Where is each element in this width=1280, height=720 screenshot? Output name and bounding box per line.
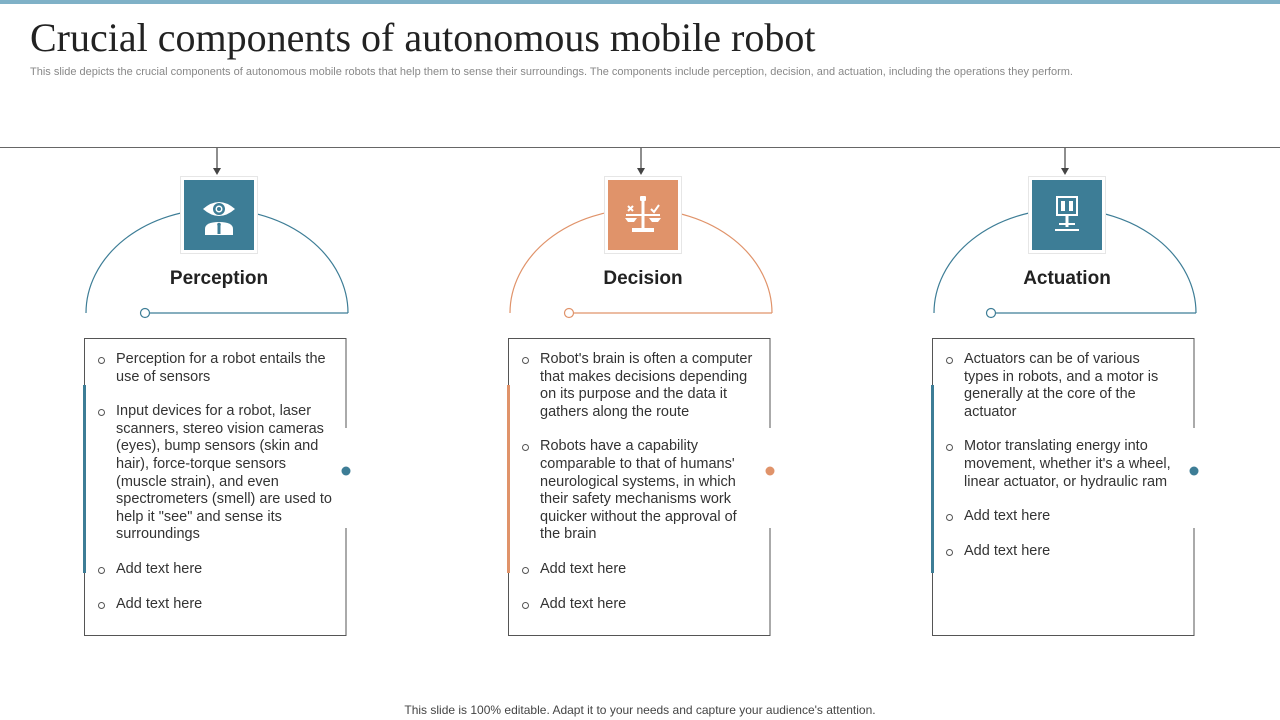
list-item: Input devices for a robot, laser scanners, stereo vision cameras (eyes), bump sensors (skin and hair), force-torque sensors (muscle strain), and even spectrometers (smell) are used to help it "see" and sense its surroundings (97, 403, 332, 544)
eye-person-icon (197, 193, 241, 237)
decision-heading: Decision (603, 268, 683, 289)
list-item: Add text here (945, 543, 1180, 561)
perception-icon-box (181, 177, 257, 253)
perception-heading: Perception (169, 268, 269, 289)
list-item: Actuators can be of various types in robots, and a motor is generally at the core of the actuator (945, 351, 1180, 421)
top-accent-bar (0, 0, 1280, 4)
list-item: Add text here (521, 596, 756, 614)
actuation-bullet-list (933, 339, 1194, 560)
actuation-card (932, 338, 1194, 636)
balance-scale-icon (621, 193, 665, 237)
component-decision (508, 148, 798, 638)
actuation-heading: Actuation (1023, 268, 1111, 289)
page-title: Crucial components of autonomous mobile robot (30, 15, 816, 60)
list-item: Add text here (521, 561, 756, 579)
decision-card (508, 338, 770, 636)
decision-bullet-list (509, 339, 770, 613)
list-item: Add text here (97, 596, 332, 614)
list-item: Robot's brain is often a computer that makes decisions depending on its purpose and the data it gathers along the route (521, 351, 756, 421)
list-item: Motor translating energy into movement, whether it's a wheel, linear actuator, or hydraulic ram (945, 438, 1180, 491)
decision-accent-bar (507, 385, 510, 573)
perception-card (84, 338, 346, 636)
component-actuation (932, 148, 1222, 638)
perception-bullet-list (85, 339, 346, 613)
actuation-icon-box (1029, 177, 1105, 253)
list-item: Robots have a capability comparable to that of humans' neurological systems, in which their safety mechanisms work quicker without the approval of the brain (521, 438, 756, 544)
perception-accent-bar (83, 385, 86, 573)
decision-icon-box (605, 177, 681, 253)
actuation-accent-bar (931, 385, 934, 573)
actuator-icon (1045, 193, 1089, 237)
list-item: Add text here (945, 508, 1180, 526)
page-subtitle: This slide depicts the crucial components of autonomous mobile robots that help them to sense their surroundings. The components include perception, decision, and actuation, including the operations they perform. (30, 66, 1073, 78)
component-perception (84, 148, 374, 638)
list-item: Perception for a robot entails the use of sensors (97, 351, 332, 386)
list-item: Add text here (97, 561, 332, 579)
footer-note: This slide is 100% editable. Adapt it to your needs and capture your audience's attention. (404, 703, 876, 717)
